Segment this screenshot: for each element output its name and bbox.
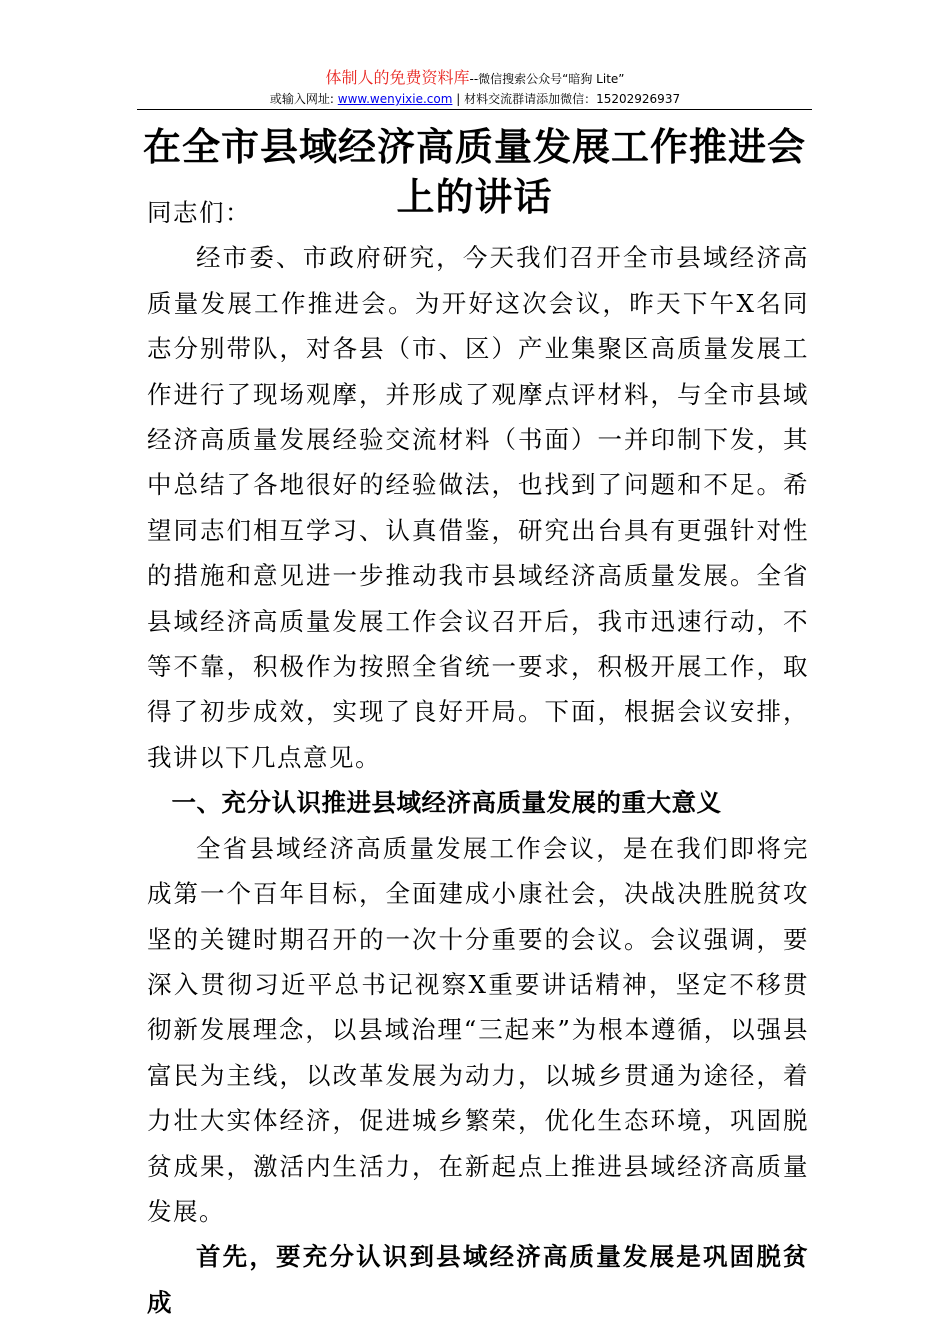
document-body [147, 190, 809, 1325]
header-brand: 体制人的免费资料库 [325, 68, 470, 87]
header-subtitle: --微信搜索公众号“暗狗 Lite” [469, 72, 625, 86]
header-url-prefix: 或输入网址: [269, 92, 334, 106]
header-line-1 [0, 68, 950, 89]
intro-paragraph: 经市委、市政府研究，今天我们召开全市县域经济高质量发展工作推进会。为开好这次会议，昨天下午X名同志分别带队，对各县（市、区）产业集聚区高质量发展工作进行了现场观摩，并形成了观摩点评材料，与全市县域经济高质量发展经验交流材料（书面）一并印制下发，其中总结了各地很好的经验做法，也找到了问题和不足。希望同志们相互学习、认真借鉴，研究出台具有更强针对性的措施和意见进一步推动我市县域经济高质量发展。全省县域经济高质量发展工作会议召开后，我市迅速行动，不等不靠，积极作为按照全省统一要求，积极开展工作，取得了初步成效，实现了良好开局。下面，根据会议安排，我讲以下几点意见。 [147, 243, 809, 772]
header-divider [137, 109, 812, 110]
page-header [0, 68, 950, 108]
section-1-heading: 一、充分认识推进县域经济高质量发展的重大意义 [171, 788, 722, 818]
header-contact: | 材料交流群请添加微信：15202926937 [456, 92, 681, 106]
bold-lead-paragraph: 首先，要充分认识到县域经济高质量发展是巩固脱贫成 [147, 1242, 809, 1317]
document-title: 在全市县域经济高质量发展工作推进会上的讲话 [142, 124, 806, 219]
section-1-paragraph: 全省县域经济高质量发展工作会议，是在我们即将完成第一个百年目标，全面建成小康社会，决战决胜脱贫攻坚的关键时期召开的一次十分重要的会议。会议强调，要深入贯彻习近平总书记视察X重要讲话精神，坚定不移贯彻新发展理念，以县域治理“三起来”为根本遵循，以强县富民为主线，以改革发展为动力，以城乡贯通为途径，着力壮大实体经济，促进城乡繁荣，优化生态环境，巩固脱贫成果，激活内生活力，在新起点上推进县域经济高质量发展。 [147, 833, 809, 1226]
header-url-link[interactable]: www.wenyixie.com [337, 92, 453, 106]
header-line-2 [0, 90, 950, 108]
salutation: 同志们： [147, 198, 251, 227]
